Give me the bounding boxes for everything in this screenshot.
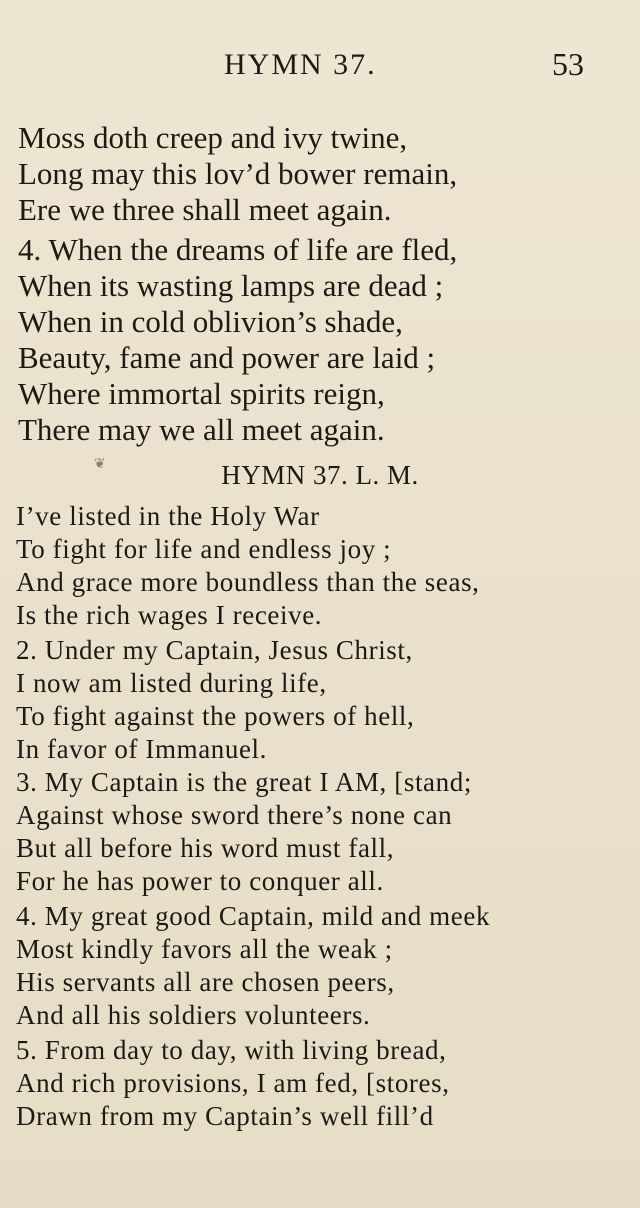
verse-line: There may we all meet again. [18, 412, 385, 447]
verse-line: Drawn from my Captain’s well fill’d [16, 1101, 434, 1131]
verse-line: To fight for life and endless joy ; [16, 534, 392, 564]
verse-line: Beauty, fame and power are laid ; [18, 340, 436, 375]
running-head [0, 48, 640, 88]
verse-line: And rich provisions, I am fed, [stores, [16, 1068, 450, 1098]
verse-line: 2. Under my Captain, Jesus Christ, [16, 635, 413, 665]
printers-ornament-icon: ❦ [94, 457, 106, 472]
running-head-title: HYMN 37. [224, 48, 377, 81]
hymn-heading-text: HYMN 37. L. M. [221, 460, 419, 490]
verse-line: To fight against the powers of hell, [16, 701, 415, 731]
verse-line: His servants all are chosen peers, [16, 967, 395, 997]
verse-line: 4. My great good Captain, mild and meek [16, 901, 491, 931]
verse-line: In favor of Immanuel. [16, 734, 268, 764]
verse-line: Ere we three shall meet again. [18, 192, 392, 227]
verse-line: 3. My Captain is the great I AM, [stand; [16, 767, 472, 797]
verse-line: For he has power to conquer all. [16, 866, 384, 896]
hymn-heading [0, 460, 640, 491]
verse-line: And all his soldiers volunteers. [16, 1000, 371, 1030]
verse-line: But all before his word must fall, [16, 833, 395, 863]
verse-line: Moss doth creep and ivy twine, [18, 120, 408, 155]
verse-line: When its wasting lamps are dead ; [18, 268, 444, 303]
page-number: 53 [552, 46, 584, 82]
verse-line: And grace more boundless than the seas, [16, 567, 480, 597]
verse-line: Against whose sword there’s none can [16, 800, 453, 830]
verse-line: 4. When the dreams of life are fled, [18, 232, 458, 267]
verse-line: Long may this lov’d bower remain, [18, 156, 458, 191]
verse-line: I’ve listed in the Holy War [16, 501, 320, 531]
verse-line: Where immortal spirits reign, [18, 376, 385, 411]
verse-line: When in cold oblivion’s shade, [18, 304, 403, 339]
verse-line: Most kindly favors all the weak ; [16, 934, 393, 964]
verse-line: Is the rich wages I receive. [16, 600, 323, 630]
verse-line: 5. From day to day, with living bread, [16, 1035, 447, 1065]
verse-line: I now am listed during life, [16, 668, 327, 698]
